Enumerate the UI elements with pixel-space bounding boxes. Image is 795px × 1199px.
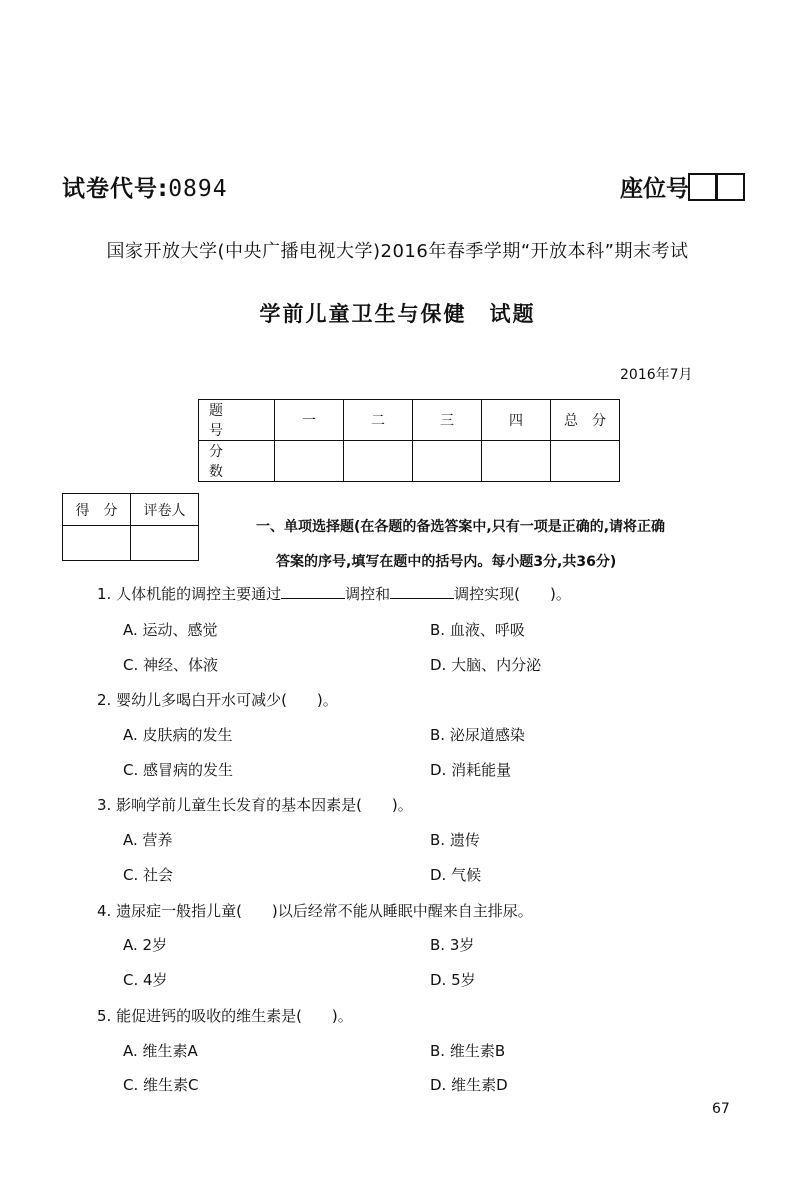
section-instructions-line2: 答案的序号,填写在题中的括号内。每小题3分,共36分) [276,554,617,570]
question-1-option-b: B. 血液、呼吸 [430,621,525,639]
exam-date: 2016年7月 [620,367,693,383]
question-3-stem: 3. 影响学前儿童生长发育的基本因素是( )。 [97,796,413,814]
question-5-option-b: B. 维生素B [430,1042,506,1060]
question-3-option-d: D. 气候 [430,866,482,884]
question-1-part-3: 调控实现( )。 [454,585,571,603]
question-2-stem: 2. 婴幼儿多喝白开水可减少( )。 [97,691,338,709]
question-1-option-d: D. 大脑、内分泌 [430,656,542,674]
score-cell-1[interactable] [275,441,344,482]
seat-number [620,170,745,203]
question-4-option-d: D. 5岁 [430,971,476,989]
paper-code-label: 试卷代号: [62,176,169,202]
score-row-label: 分 数 [199,441,275,482]
score-cell-total[interactable] [551,441,620,482]
question-2-option-b: B. 泌尿道感染 [430,726,525,744]
score-table-header-row [199,400,620,441]
question-5-option-c: C. 维生素C [123,1076,199,1094]
score-header-1: 一 [275,400,344,441]
question-3-option-b: B. 遗传 [430,831,480,849]
score-header-4: 四 [482,400,551,441]
seat-number-label: 座位号 [620,176,689,202]
grader-table-blank-row [63,526,199,561]
grader-name-header: 评卷人 [131,494,199,526]
grader-score-cell[interactable] [63,526,131,561]
question-3-option-a: A. 营养 [123,831,173,849]
question-3-option-c: C. 社会 [123,866,174,884]
question-4-option-b: B. 3岁 [430,936,475,954]
question-5-option-d: D. 维生素D [430,1076,508,1094]
question-1-part-1: 1. 人体机能的调控主要通过 [97,585,282,603]
question-2-option-c: C. 感冒病的发生 [123,761,234,779]
paper-code [62,170,228,203]
question-1-option-c: C. 神经、体液 [123,656,219,674]
grader-table [62,493,199,561]
section-instructions-line1: 一、单项选择题(在各题的备选答案中,只有一项是正确的,请将正确 [256,519,666,535]
score-cell-3[interactable] [413,441,482,482]
question-1-stem [97,583,571,604]
question-4-option-c: C. 4岁 [123,971,168,989]
grader-name-cell[interactable] [131,526,199,561]
question-1-option-a: A. 运动、感觉 [123,621,218,639]
score-header-question-no: 题 号 [199,400,275,441]
grader-table-header-row [63,494,199,526]
question-1-blank-1[interactable] [281,584,345,599]
question-1-part-2: 调控和 [345,585,391,603]
question-5-option-a: A. 维生素A [123,1042,198,1060]
score-table-score-row [199,441,620,482]
question-2-option-d: D. 消耗能量 [430,761,512,779]
grader-score-header: 得 分 [63,494,131,526]
score-header-2: 二 [344,400,413,441]
seat-number-box-1[interactable] [688,173,717,201]
score-cell-4[interactable] [482,441,551,482]
question-2-option-a: A. 皮肤病的发生 [123,726,233,744]
score-header-total: 总 分 [551,400,620,441]
paper-code-value: 0894 [168,176,228,202]
subject-title: 学前儿童卫生与保健 试题 [259,302,536,326]
question-4-option-a: A. 2岁 [123,936,168,954]
score-cell-2[interactable] [344,441,413,482]
score-header-3: 三 [413,400,482,441]
question-1-blank-2[interactable] [390,584,454,599]
question-4-stem: 4. 遗尿症一般指儿童( )以后经常不能从睡眠中醒来自主排尿。 [97,902,533,920]
page-number: 67 [712,1101,730,1117]
seat-number-box-2[interactable] [716,173,745,201]
exam-title: 国家开放大学(中央广播电视大学)2016年春季学期“开放本科”期末考试 [106,241,689,262]
score-table [198,399,620,482]
question-5-stem: 5. 能促进钙的吸收的维生素是( )。 [97,1007,353,1025]
